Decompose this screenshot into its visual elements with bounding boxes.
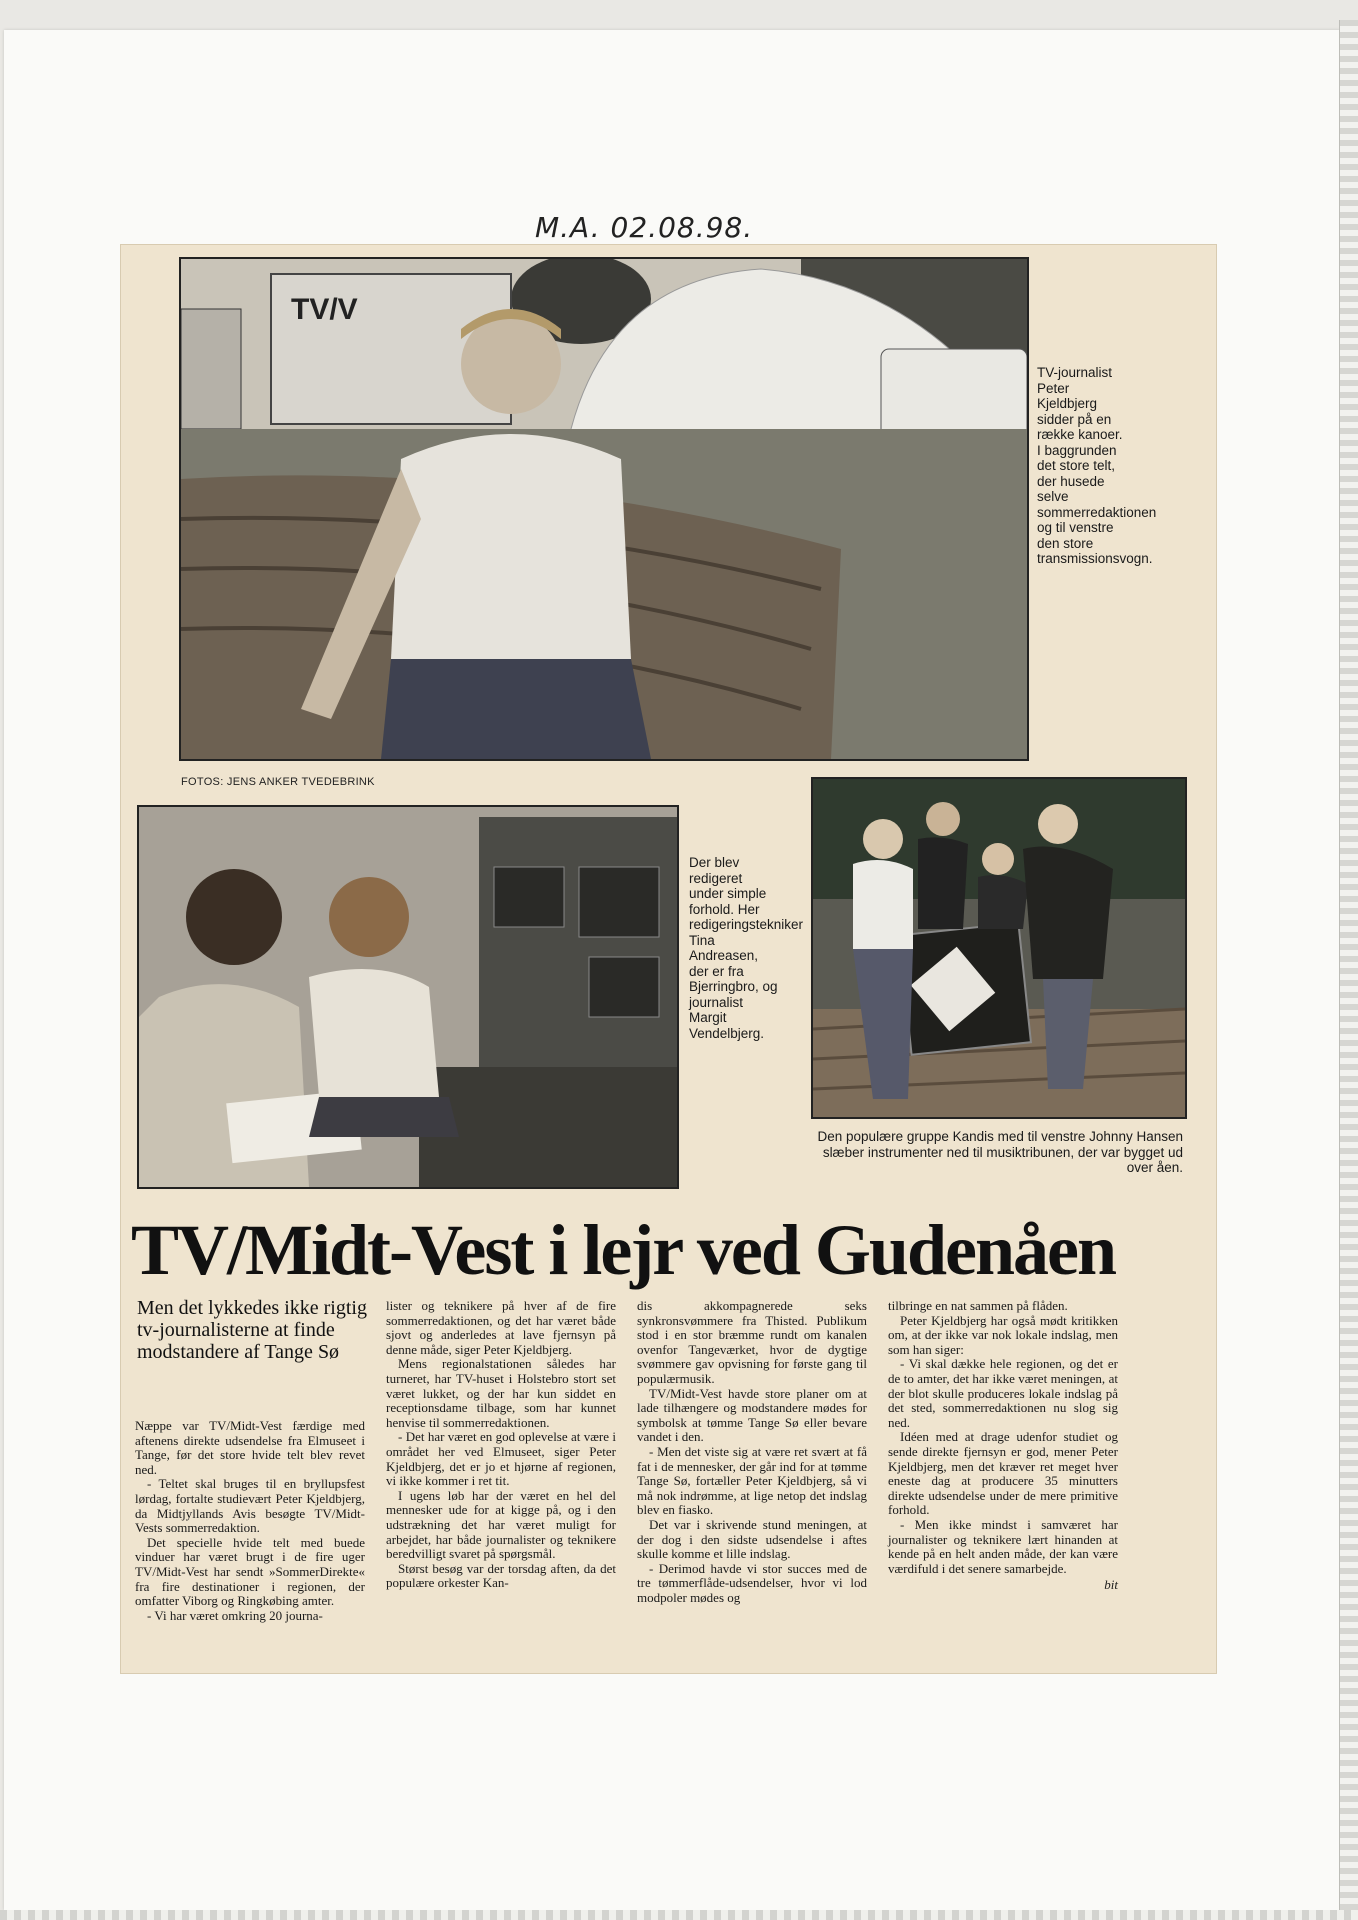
article-column-3 [637,1299,867,1605]
paragraph: - Vi har været omkring 20 journa- [147,1607,323,1623]
article-headline: TV/Midt-Vest i lejr ved Gudenåen [131,1210,1116,1290]
paragraph: - Men ikke mindst i samværet har journalister og teknikere lært hinanden at kende på en helt anden måde, der kan være værdifuld i det senere samarbejde. [888,1516,1118,1576]
article-column-4 [888,1299,1118,1593]
author-signature: bit [1104,1577,1118,1593]
photo-journalist-on-canoes [179,257,1029,761]
article-column-1 [135,1419,365,1623]
handwritten-date-note: M.A. 02.08.98. [535,211,754,244]
photo-credit: FOTOS: JENS ANKER TVEDEBRINK [181,776,375,788]
paragraph: - Det har været en god oplevelse at være i området her ved Elmuseet, siger Peter Kjeldbjerg, det er jo et hjørne af regionen, vi ikke kommer i ret tit. [386,1429,616,1489]
article-column-2 [386,1299,616,1591]
photo-journalist-image [181,259,1027,759]
paragraph: dis akkompagnerede seks synkronsvømmere fra Thisted. Publikum stod i en stor bræmme rundt om kanalen ovenfor Tangeværket, hvor de dygtige svømmere gav opvisning for første gang til populærmusik. [637,1298,867,1386]
paragraph: Idéen med at drage udenfor studiet og sende direkte fjernsyn er god, mener Peter Kjeldbjerg, men det kræver ret meget hver eneste dag at producere 35 minutters direkte udsendelse under de mere primitive forhold. [888,1429,1118,1518]
photo-editing-room [137,805,679,1189]
svg-text:TV/V: TV/V [291,293,358,326]
photo-editing-image [139,807,677,1187]
scan-bottom-edge [0,1910,1358,1920]
paragraph: I ugens løb har der været en hel del mennesker ude for at kigge på, og i den udstrækning det har været muligt for arbejdet, har både journalister og teknikere beredvilligt svaret på spørgsmål. [386,1487,616,1562]
photo-band-kandis [811,777,1187,1119]
caption-top-photo: TV-journalist Peter Kjeldbjerg sidder på en række kanoer. I baggrunden det store telt, der husede selve sommerredaktionen og til venstre den store transmissionsvogn. [1037,365,1157,566]
paragraph: TV/Midt-Vest havde store planer om at lade tilhængere og modstandere mødes for symbolsk at tømme Tange Sø eller bevare vandet i den. [637,1385,867,1445]
caption-editing-photo: Der blev redigeret under simple forhold. Her redigeringstekniker Tina Andreasen, der er fra Bjerringbro, og journalist Margit Vendelbjerg. [689,855,804,1041]
paragraph: Næppe var TV/Midt-Vest færdige med aftenens direkte udsendelse fra Elmuseet i Tange, før det store hvide telt blev revet ned. [135,1418,365,1477]
paragraph: Størst besøg var der torsdag aften, da det populære orkester Kan- [386,1560,616,1591]
paragraph: - Derimod havde vi stor succes med de tre tømmerflåde-udsendelser, hvor vi lod modpoler mødes og [637,1560,867,1605]
paragraph: lister og teknikere på hver af de fire sommerredaktionen, og det har været både sjovt og anderledes at lave fjernsyn på denne måde, siger Peter Kjeldbjerg. [386,1298,616,1357]
paragraph: tilbringe en nat sammen på flåden. [888,1298,1068,1313]
caption-band-photo: Den populære gruppe Kandis med til venstre Johnny Hansen slæber instrumenter ned til musiktribunen, der var bygget ud over åen. [817,1129,1183,1175]
photo-band-image [813,779,1185,1117]
paragraph: Det specielle hvide telt med buede vinduer har været brugt i de fire uger TV/Midt-Vest har sendt »SommerDirekte« fra fire destinationer i regionen, der omfatter Viborg og Ringkøbing amter. [135,1534,365,1609]
newspaper-clipping [120,244,1217,1674]
article-subhead: Men det lykkedes ikke rigtig tv-journalisterne at finde modstandere af Tange Sø [137,1297,367,1363]
binder-edge [1339,20,1358,1910]
paragraph: Mens regionalstationen således har turneret, har TV-huset i Holstebro stort set været lukket, og der har kun siddet en receptionsdame tilbage, som har kunnet henvise til sommerredaktionen. [386,1356,616,1430]
paragraph: - Men det viste sig at være ret svært at få fat i de mennesker, der går ind for at tømme Tange Sø, fortæller Peter Kjeldbjerg, så vi må nok indrømme, at lige netop det indslag blev en fiasko. [637,1443,867,1518]
paragraph: - Teltet skal bruges til en bryllupsfest lørdag, fortalte studievært Peter Kjeldbjerg, da Midtjyllands Avis besøgte TV/Midt-Vests sommerredaktion. [135,1476,365,1536]
paragraph: - Vi skal dække hele regionen, og det er de to amter, det har ikke været meningen, at der blot skulle produceres lokale indslag på det sted, sommerredaktionen nu slog sig ned. [888,1356,1118,1430]
paragraph: Det var i skrivende stund meningen, at der dog i den sidste udsendelse i aftes skulle komme et lille indslag. [637,1516,867,1562]
paragraph: Peter Kjeldbjerg har også mødt kritikken om, at der ikke var nok lokale indslag, men som han siger: [888,1312,1118,1357]
